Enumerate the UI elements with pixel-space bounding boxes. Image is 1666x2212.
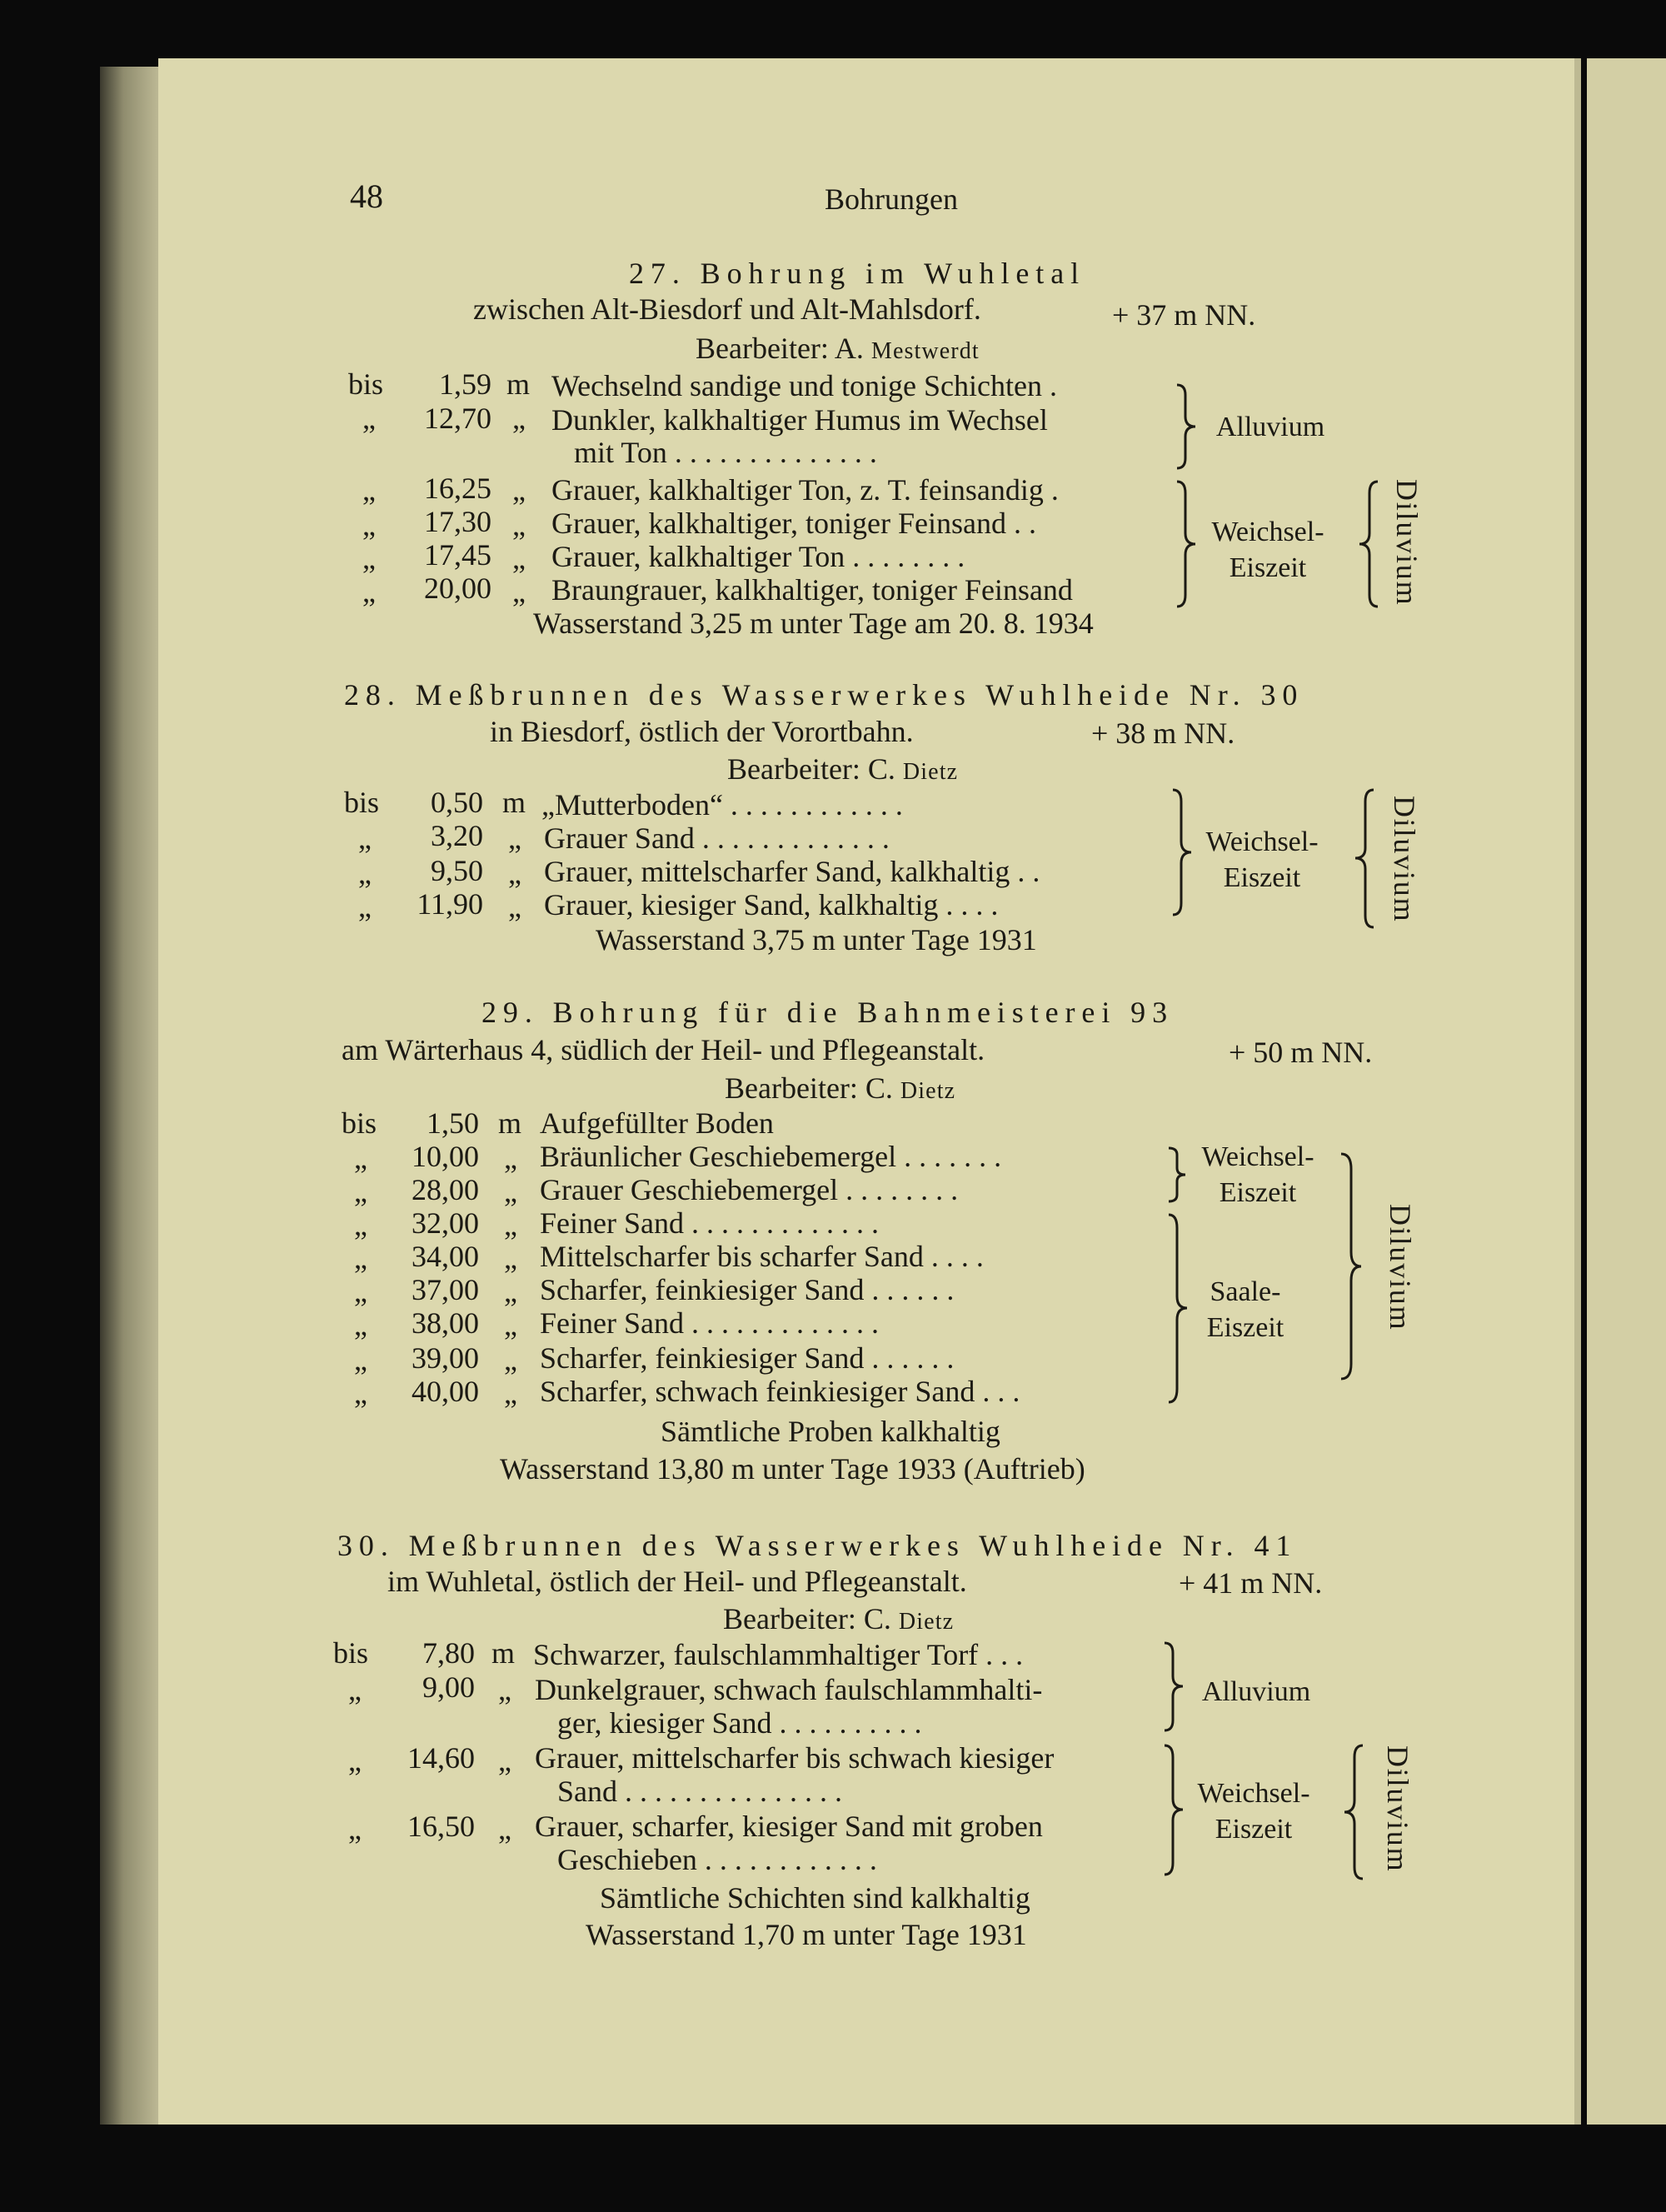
row-bis: „ <box>354 1308 367 1341</box>
brace-diluvium <box>1354 790 1387 927</box>
page-number: 48 <box>350 177 383 215</box>
row-bis: „ <box>348 1744 362 1777</box>
section-location: am Wärterhaus 4, südlich der Heil- und Pflegeanstalt. <box>342 1033 985 1066</box>
row-description: Grauer, kalkhaltiger Ton . . . . . . . . <box>551 540 965 573</box>
row-bis: „ <box>354 1275 367 1308</box>
row-depth: 20,00 <box>424 572 491 605</box>
row-description: Feiner Sand . . . . . . . . . . . . . <box>540 1306 879 1340</box>
row-description: Feiner Sand . . . . . . . . . . . . . <box>540 1206 879 1240</box>
page-gutter <box>1574 58 1581 2125</box>
section-location: im Wuhletal, östlich der Heil- und Pflegeanstalt. <box>387 1565 967 1598</box>
row-description: Grauer Sand . . . . . . . . . . . . . <box>544 821 890 855</box>
row-description: Scharfer, schwach feinkiesiger Sand . . . <box>540 1375 1020 1408</box>
row-description-continued: ger, kiesiger Sand . . . . . . . . . . <box>535 1706 922 1740</box>
row-depth: 37,00 <box>412 1273 479 1306</box>
row-bis: „ <box>348 1673 362 1706</box>
row-depth: 28,00 <box>412 1173 479 1206</box>
row-depth: 34,00 <box>412 1240 479 1273</box>
row-bis: „ <box>354 1241 367 1275</box>
editor-prefix: Bearbeiter: C. <box>727 752 903 786</box>
section-elevation: + 50 m NN. <box>1229 1036 1373 1069</box>
row-description-continued: Geschieben . . . . . . . . . . . . <box>535 1843 877 1876</box>
label-weichsel-eiszeit: Weichsel- Eiszeit <box>1211 517 1324 583</box>
section-editor <box>725 1073 955 1103</box>
row-description: Grauer, scharfer, kiesiger Sand mit groben <box>535 1810 1043 1843</box>
row-unit: „ <box>508 856 521 890</box>
label-alluvium: Alluvium <box>1215 412 1325 442</box>
row-bis: „ <box>358 821 372 855</box>
row-description: Grauer, mittelscharfer bis schwach kiesiger <box>535 1741 1055 1775</box>
layers-note: Sämtliche Schichten sind kalkhaltig <box>600 1881 1030 1915</box>
row-unit: „ <box>504 1308 517 1341</box>
row-depth: 17,45 <box>424 538 491 572</box>
row-depth: 3,20 <box>431 819 483 852</box>
row-depth: 1,59 <box>439 367 491 401</box>
row-bis: „ <box>354 1141 367 1175</box>
row-description: Braungrauer, kalkhaltiger, toniger Feinsand <box>551 573 1073 607</box>
section-editor <box>723 1604 954 1634</box>
row-unit: „ <box>504 1141 517 1175</box>
row-depth: 38,00 <box>412 1306 479 1340</box>
section-title: 27. Bohrung im Wuhletal <box>629 257 1086 290</box>
row-depth: 17,30 <box>424 505 491 538</box>
water-level-note: Wasserstand 3,75 m unter Tage 1931 <box>596 923 1037 956</box>
row-depth: 16,50 <box>407 1810 475 1843</box>
row-description: Scharfer, feinkiesiger Sand . . . . . . <box>540 1341 955 1375</box>
row-description: Aufgefüllter Boden <box>540 1106 774 1140</box>
label-weichsel-eiszeit: Weichsel- Eiszeit <box>1197 1778 1310 1845</box>
row-description: Grauer Geschiebemergel . . . . . . . . <box>540 1173 959 1206</box>
section-elevation: + 37 m NN. <box>1112 298 1256 332</box>
row-description: Wechselnd sandige und tonige Schichten . <box>551 369 1057 402</box>
section-location: in Biesdorf, östlich der Vorortbahn. <box>490 715 914 748</box>
running-head: Bohrungen <box>825 182 958 216</box>
row-unit: „ <box>498 1673 511 1706</box>
row-bis: „ <box>362 542 376 575</box>
row-depth: 39,00 <box>412 1341 479 1375</box>
row-unit: m <box>491 1636 516 1670</box>
row-unit: m <box>506 367 531 401</box>
editor-name: Mestwerdt <box>870 338 980 364</box>
row-description-continued: mit Ton . . . . . . . . . . . . . . <box>551 436 877 469</box>
section-editor <box>727 754 958 784</box>
row-description: Dunkler, kalkhaltiger Humus im Wechsel <box>551 403 1048 437</box>
row-unit: „ <box>512 542 526 575</box>
row-description: Bräunlicher Geschiebemergel . . . . . . . <box>540 1140 1002 1173</box>
row-bis: „ <box>354 1376 367 1410</box>
row-unit: „ <box>508 890 521 923</box>
row-unit: „ <box>504 1275 517 1308</box>
label-weichsel-eiszeit: Weichsel- Eiszeit <box>1201 1141 1314 1208</box>
editor-name: Dietz <box>898 1609 955 1635</box>
editor-name: Dietz <box>900 1078 956 1104</box>
row-depth: 40,00 <box>412 1375 479 1408</box>
row-description-continued: Sand . . . . . . . . . . . . . . . <box>535 1775 842 1808</box>
row-bis: „ <box>362 575 376 608</box>
row-description: Grauer, mittelscharfer Sand, kalkhaltig . . <box>544 855 1040 888</box>
row-unit: „ <box>498 1744 511 1777</box>
water-level-note: Wasserstand 3,25 m unter Tage am 20. 8. 1934 <box>533 607 1094 640</box>
row-description: Grauer, kiesiger Sand, kalkhaltig . . . . <box>544 888 999 921</box>
label-diluvium: Diluvium <box>1381 1745 1414 1873</box>
row-depth: 9,50 <box>431 854 483 887</box>
row-description: Grauer, kalkhaltiger Ton, z. T. feinsandig . <box>551 473 1059 507</box>
row-unit: „ <box>512 473 526 507</box>
label-diluvium: Diluvium <box>1388 796 1421 923</box>
row-unit: „ <box>504 1241 517 1275</box>
row-description: Mittelscharfer bis scharfer Sand . . . . <box>540 1240 984 1273</box>
row-bis: „ <box>362 508 376 542</box>
section-title: 28. Meßbrunnen des Wasserwerkes Wuhlheide Nr. 30 <box>344 678 1304 712</box>
editor-name: Dietz <box>902 759 959 785</box>
row-description: Dunkelgrauer, schwach faulschlammhalti- <box>535 1673 1043 1706</box>
row-depth: 16,25 <box>424 472 491 505</box>
row-bis: „ <box>348 1812 362 1845</box>
section-title: 30. Meßbrunnen des Wasserwerkes Wuhlheide Nr. 41 <box>337 1529 1298 1562</box>
row-unit: „ <box>508 821 521 855</box>
row-bis: bis <box>348 367 384 401</box>
label-alluvium: Alluvium <box>1201 1676 1311 1707</box>
row-depth: 32,00 <box>412 1206 479 1240</box>
row-description: Schwarzer, faulschlammhaltiger Torf . . . <box>533 1638 1024 1671</box>
row-unit: „ <box>512 575 526 608</box>
row-depth: 14,60 <box>407 1741 475 1775</box>
editor-prefix: Bearbeiter: C. <box>723 1602 899 1635</box>
row-bis: bis <box>333 1636 369 1670</box>
row-bis: „ <box>358 890 372 923</box>
section-elevation: + 38 m NN. <box>1091 717 1235 750</box>
row-unit: „ <box>504 1376 517 1410</box>
brace-diluvium <box>1339 1154 1373 1379</box>
row-depth: 10,00 <box>412 1140 479 1173</box>
row-unit: „ <box>504 1343 517 1376</box>
label-diluvium: Diluvium <box>1390 479 1424 607</box>
row-unit: „ <box>498 1812 511 1845</box>
section-editor <box>696 333 980 363</box>
row-unit: „ <box>512 508 526 542</box>
row-depth: 7,80 <box>422 1636 475 1670</box>
row-unit: „ <box>512 402 526 435</box>
section-location: zwischen Alt-Biesdorf und Alt-Mahlsdorf. <box>473 292 981 326</box>
section-title: 29. Bohrung für die Bahnmeisterei 93 <box>481 996 1175 1029</box>
row-description: Grauer, kalkhaltiger, toniger Feinsand . . <box>551 507 1036 540</box>
facing-page-edge <box>1587 58 1666 2125</box>
water-level-note: Wasserstand 1,70 m unter Tage 1931 <box>586 1918 1027 1951</box>
row-depth: 1,50 <box>426 1106 479 1140</box>
brace-diluvium <box>1343 1745 1376 1879</box>
row-bis: „ <box>354 1175 367 1208</box>
row-depth: 9,00 <box>422 1670 475 1704</box>
row-depth: 0,50 <box>431 786 483 819</box>
row-depth: 12,70 <box>424 402 491 435</box>
label-saale-eiszeit: Saale- Eiszeit <box>1206 1276 1284 1343</box>
brace-diluvium <box>1358 482 1391 607</box>
row-bis: bis <box>344 786 380 819</box>
row-bis: „ <box>354 1343 367 1376</box>
editor-prefix: Bearbeiter: A. <box>696 332 871 365</box>
row-unit: m <box>502 786 526 819</box>
row-bis: „ <box>362 402 376 435</box>
page-spine-shadow <box>100 67 158 2125</box>
samples-note: Sämtliche Proben kalkhaltig <box>661 1415 1000 1448</box>
row-description: Scharfer, feinkiesiger Sand . . . . . . <box>540 1273 955 1306</box>
row-unit: „ <box>504 1208 517 1241</box>
row-bis: „ <box>354 1208 367 1241</box>
row-bis: „ <box>362 473 376 507</box>
editor-prefix: Bearbeiter: C. <box>725 1071 900 1105</box>
label-diluvium: Diluvium <box>1384 1204 1417 1331</box>
row-bis: bis <box>342 1106 377 1140</box>
section-elevation: + 41 m NN. <box>1179 1566 1323 1600</box>
row-unit: m <box>498 1106 522 1140</box>
water-level-note: Wasserstand 13,80 m unter Tage 1933 (Auftrieb) <box>500 1452 1085 1485</box>
row-bis: „ <box>358 856 372 890</box>
row-depth: 11,90 <box>416 887 483 921</box>
label-weichsel-eiszeit: Weichsel- Eiszeit <box>1205 826 1319 893</box>
row-description: „Mutterboden“ . . . . . . . . . . . . <box>541 788 903 821</box>
row-unit: „ <box>504 1175 517 1208</box>
